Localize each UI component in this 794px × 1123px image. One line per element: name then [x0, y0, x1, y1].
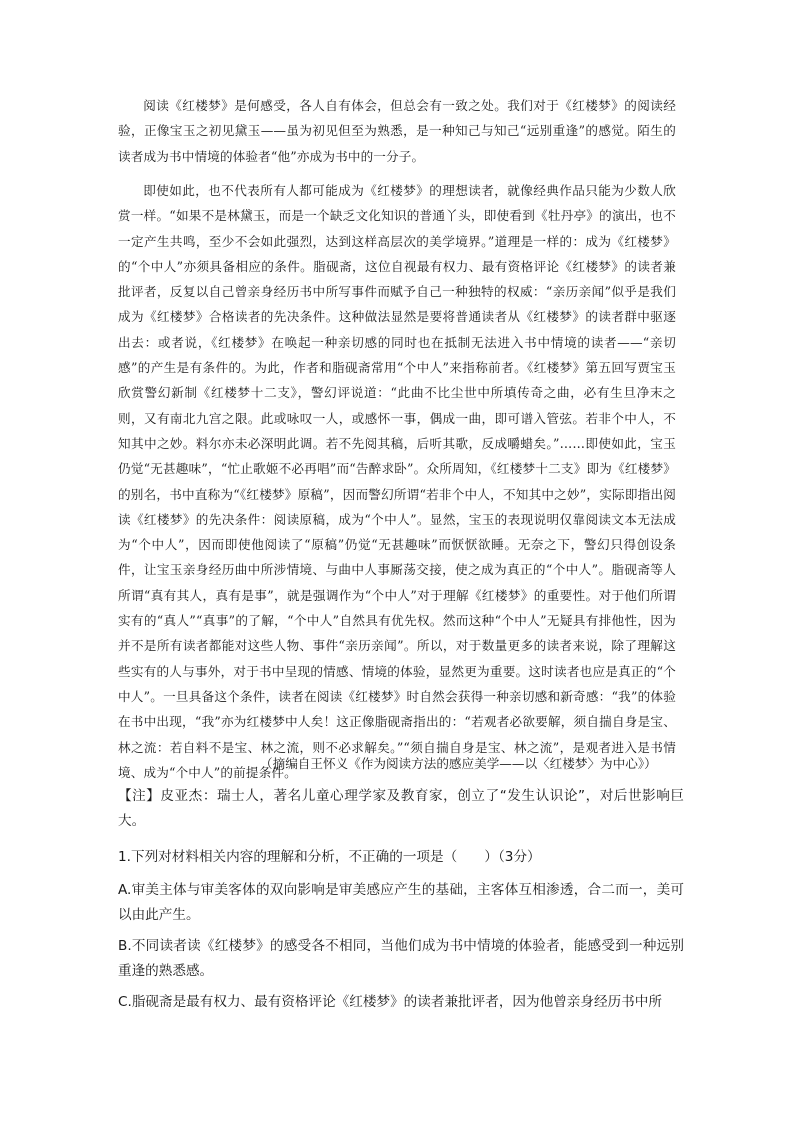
question-stem: 1.下列对材料相关内容的理解和分析，不正确的一项是（ ）（3分） — [118, 849, 541, 865]
answer-option-a: A.审美主体与审美客体的双向影响是审美感应产生的基础，主客体互相渗透，合二而一，美可以由此产生。 — [118, 882, 684, 923]
source-citation: （摘编自王怀义《作为阅读方法的感应美学——以〈红楼梦〉为中心》） — [260, 756, 657, 771]
article-paragraph-2: 即使如此，也不代表所有人都可能成为《红楼梦》的理想读者，就像经典作品只能为少数人欣赏一样。“如果不是林黛玉，而是一个缺乏文化知识的普通丫头，即使看到《牡丹亭》的演出，也不一定产生共鸣，至少不会如此强烈，达到这样高层次的美学境界。”道理是一样的：成为《红楼梦》的“个中人”亦须具备相应的条件。脂砚斋，这位自视最有权力、最有资格评论《红楼梦》的读者兼批评者，反复以自己曾亲身经历书中所写事件而赋予自己一种独特的权威：“亲历亲闻”似乎是我们成为《红楼梦》合格读者的先决条件。这种做法显然是要将普通读者从《红楼梦》的读者群中驱逐出去：或者说，《红楼梦》在唤起一种亲切感的同时也在抵制无法进入书中情境的读者——“亲切感”的产生是有条件的。为此，作者和脂砚斋常用“个中人”来指称前者。《红楼梦》第五回写贾宝玉欣赏警幻新制《红楼梦十二支》，警幻评说道：“此曲不比尘世中所填传奇之曲，必有生旦净末之则，又有南北九宫之限。此或咏叹一人，或感怀一事，偶成一曲，即可谱入管弦。若非个中人，不知其中之妙。料尔亦未必深明此调。若不先阅其稿，后听其歌，反成嚼蜡矣。”……即使如此，宝玉仍觉“无甚趣味”，“忙止歌姬不必再唱”而“告醉求卧”。众所周知，《红楼梦十二支》即为《红楼梦》的别名，书中直称为“《红楼梦》原稿”，因而警幻所谓“若非个中人，不知其中之妙”，实际即指出阅读《红楼梦》的先决条件：阅读原稿，成为“个中人”。显然，宝玉的表现说明仅靠阅读文本无法成为“个中人”，因而即使他阅读了“原稿”仍觉“无甚趣味”而恹恹欲睡。无奈之下，警幻只得创设条件，让宝玉亲身经历曲中所涉情境、与曲中人事厮荡交接，使之成为真正的“个中人”。脂砚斋等人所谓“真有其人，真有是事”，就是强调作为“个中人”对于理解《红楼梦》的重要性。对于他们所谓实有的“真人”“真事”的了解，“个中人”自然具有优先权。然而这种“个中人”无疑具有排他性，因为并不是所有读者都能对这些人物、事件“亲历亲闻”。所以，对于数量更多的读者来说，除了理解这些实有的人与事外，对于书中呈现的情感、情境的体验，显然更为重要。这时读者也应是真正的“个中人”。一旦具备这个条件，读者在阅读《红楼梦》时自然会获得一种亲切感和新奇感：“我”的体验在书中出现，“我”亦为红楼梦中人矣！这正像脂砚斋指出的：“若观者必欲要解，须自揣自身是宝、林之流：若自料不是宝、林之流，则不必求解矣。”“须自揣自身是宝、林之流”，是观者进入是书情境、成为“个中人”的前提条件。 — [118, 183, 676, 780]
answer-option-b: B.不同读者读《红楼梦》的感受各不相同，当他们成为书中情境的体验者，能感受到一种远别重逢的熟悉感。 — [118, 938, 684, 979]
answer-option-c: C.脂砚斋是最有权力、最有资格评论《红楼梦》的读者兼批评者，因为他曾亲身经历书中所 — [118, 994, 662, 1010]
article-paragraph-1: 阅读《红楼梦》是何感受，各人自有体会，但总会有一致之处。我们对于《红楼梦》的阅读经验，正像宝玉之初见黛玉——虽为初见但至为熟悉，是一种知己与知己“远别重逢”的感觉。陌生的读者成为书中情境的体验者“他”亦成为书中的一分子。 — [118, 98, 676, 164]
footnote: 【注】皮亚杰：瑞士人，著名儿童心理学家及教育家，创立了“发生认识论”，对后世影响巨大。 — [118, 788, 684, 829]
